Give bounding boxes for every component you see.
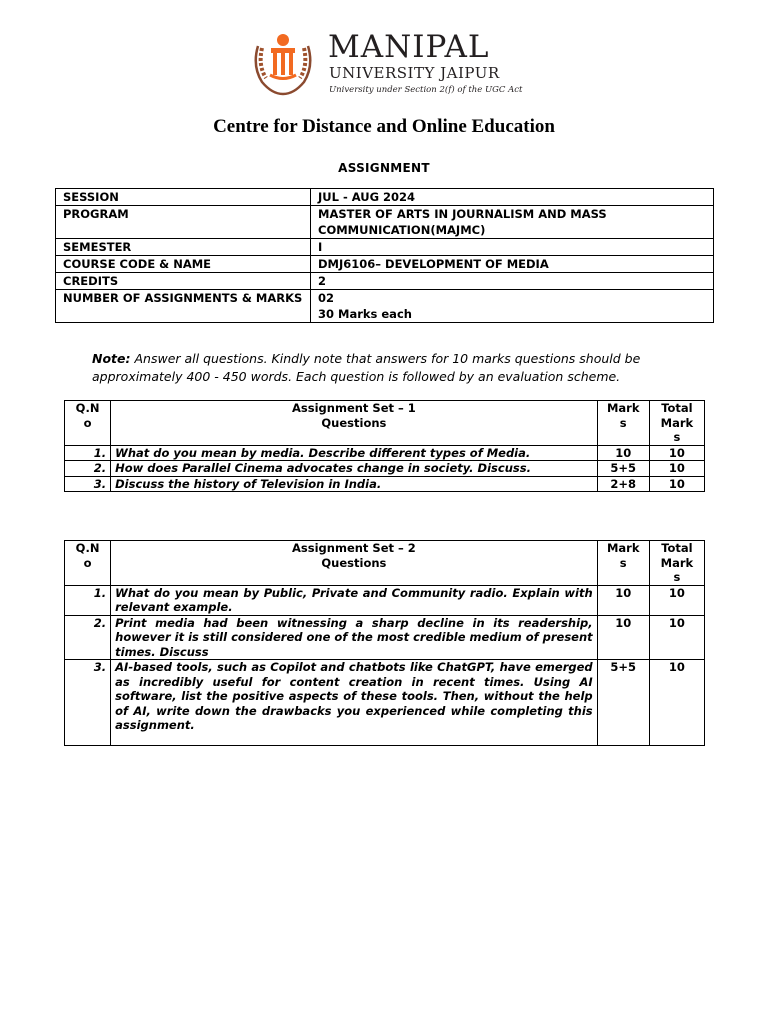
info-value: I [311,239,714,256]
table-row [56,290,714,323]
question-total: 10 [649,660,704,746]
info-key: CREDITS [56,273,311,290]
question-number: 1. [65,585,111,615]
info-key: SESSION [56,189,311,206]
header-marks [597,401,649,446]
header-text: Mark [606,541,640,555]
question-number: 2. [65,461,111,477]
question-marks: 5+5 [597,461,649,477]
note-text: Answer all questions. Kindly note that answers for 10 marks questions should be approximately 400 - 450 words. Each question is followed by an evaluation scheme. [92,351,641,384]
question-total: 10 [649,476,704,492]
header-marks [597,541,649,586]
set-title: Assignment Set – 1 [292,401,416,415]
question-total: 10 [649,461,704,477]
info-key: COURSE CODE & NAME [56,256,311,273]
set-title: Assignment Set – 2 [292,541,416,555]
university-logo [248,28,538,98]
header-text: Mark [660,555,694,570]
header-questions [111,401,598,446]
question-text: AI-based tools, such as Copilot and chatbots like ChatGPT, have emerged as incredibly useful for content creation in recent times. Using AI software, list the positive aspects of these tools. Then, without the help of AI, write down the drawbacks you experienced while completing this assignment. [111,660,598,746]
table-row [56,206,714,239]
table-row [65,461,705,477]
centre-title: Centre for Distance and Online Education [213,116,555,137]
logo-subtitle: UNIVERSITY JAIPUR [329,64,500,82]
info-value: DMJ6106– DEVELOPMENT OF MEDIA [311,256,714,273]
question-number: 2. [65,615,111,660]
question-number: 1. [65,445,111,461]
table-row [56,256,714,273]
table-row [65,615,705,660]
header-text: s [619,555,627,570]
info-value: MASTER OF ARTS IN JOURNALISM AND MASS COMMUNICATION(MAJMC) [311,206,714,239]
table-row [65,476,705,492]
header-text: s [673,430,681,444]
header-questions [111,541,598,586]
question-marks: 10 [597,615,649,660]
header-text: Q.N [75,541,100,555]
table-row [56,273,714,290]
question-text: What do you mean by media. Describe different types of Media. [111,445,598,461]
question-marks: 5+5 [597,660,649,746]
table-row [56,189,714,206]
manipal-emblem-icon [248,28,318,98]
table-row [65,445,705,461]
note-paragraph [92,350,692,386]
question-marks: 2+8 [597,476,649,492]
question-marks: 10 [597,585,649,615]
course-info-table [55,188,714,323]
header-text: o [83,555,92,570]
header-text: Mark [660,415,694,430]
info-value: JUL - AUG 2024 [311,189,714,206]
question-total: 10 [649,445,704,461]
assignment-set-2-table [64,540,705,746]
question-text: How does Parallel Cinema advocates change in society. Discuss. [111,461,598,477]
document-title: ASSIGNMENT [338,161,430,175]
info-value: 2 [311,273,714,290]
table-header-row [65,541,705,586]
header-total [649,401,704,446]
info-key: NUMBER OF ASSIGNMENTS & MARKS [56,290,311,323]
header-text: Mark [606,401,640,415]
header-qno [65,541,111,586]
table-header-row [65,401,705,446]
info-key: SEMESTER [56,239,311,256]
header-total [649,541,704,586]
header-text: Questions [321,415,387,430]
header-text: s [673,570,681,584]
header-text: Q.N [75,401,100,415]
header-text: o [83,415,92,430]
header-text: Questions [321,555,387,570]
table-row [65,660,705,746]
table-row [56,239,714,256]
logo-tagline: University under Section 2(f) of the UGC Act [329,85,523,95]
info-value-line: 02 [318,291,335,305]
assignment-set-1-table [64,400,705,492]
question-text: Discuss the history of Television in India. [111,476,598,492]
header-text: Total [661,401,693,415]
header-qno [65,401,111,446]
question-text: What do you mean by Public, Private and Community radio. Explain with relevant example. [111,585,598,615]
info-value [311,290,714,323]
question-total: 10 [649,615,704,660]
info-value-line: 30 Marks each [318,307,412,321]
question-number: 3. [65,660,111,746]
question-text: Print media had been witnessing a sharp decline in its readership, however it is still considered one of the most credible medium of present times. Discuss [111,615,598,660]
question-number: 3. [65,476,111,492]
note-label: Note: [92,351,131,366]
logo-wordmark: MANIPAL [328,29,490,65]
table-row [65,585,705,615]
info-key: PROGRAM [56,206,311,239]
question-total: 10 [649,585,704,615]
header-text: Total [661,541,693,555]
question-marks: 10 [597,445,649,461]
header-text: s [619,415,627,430]
